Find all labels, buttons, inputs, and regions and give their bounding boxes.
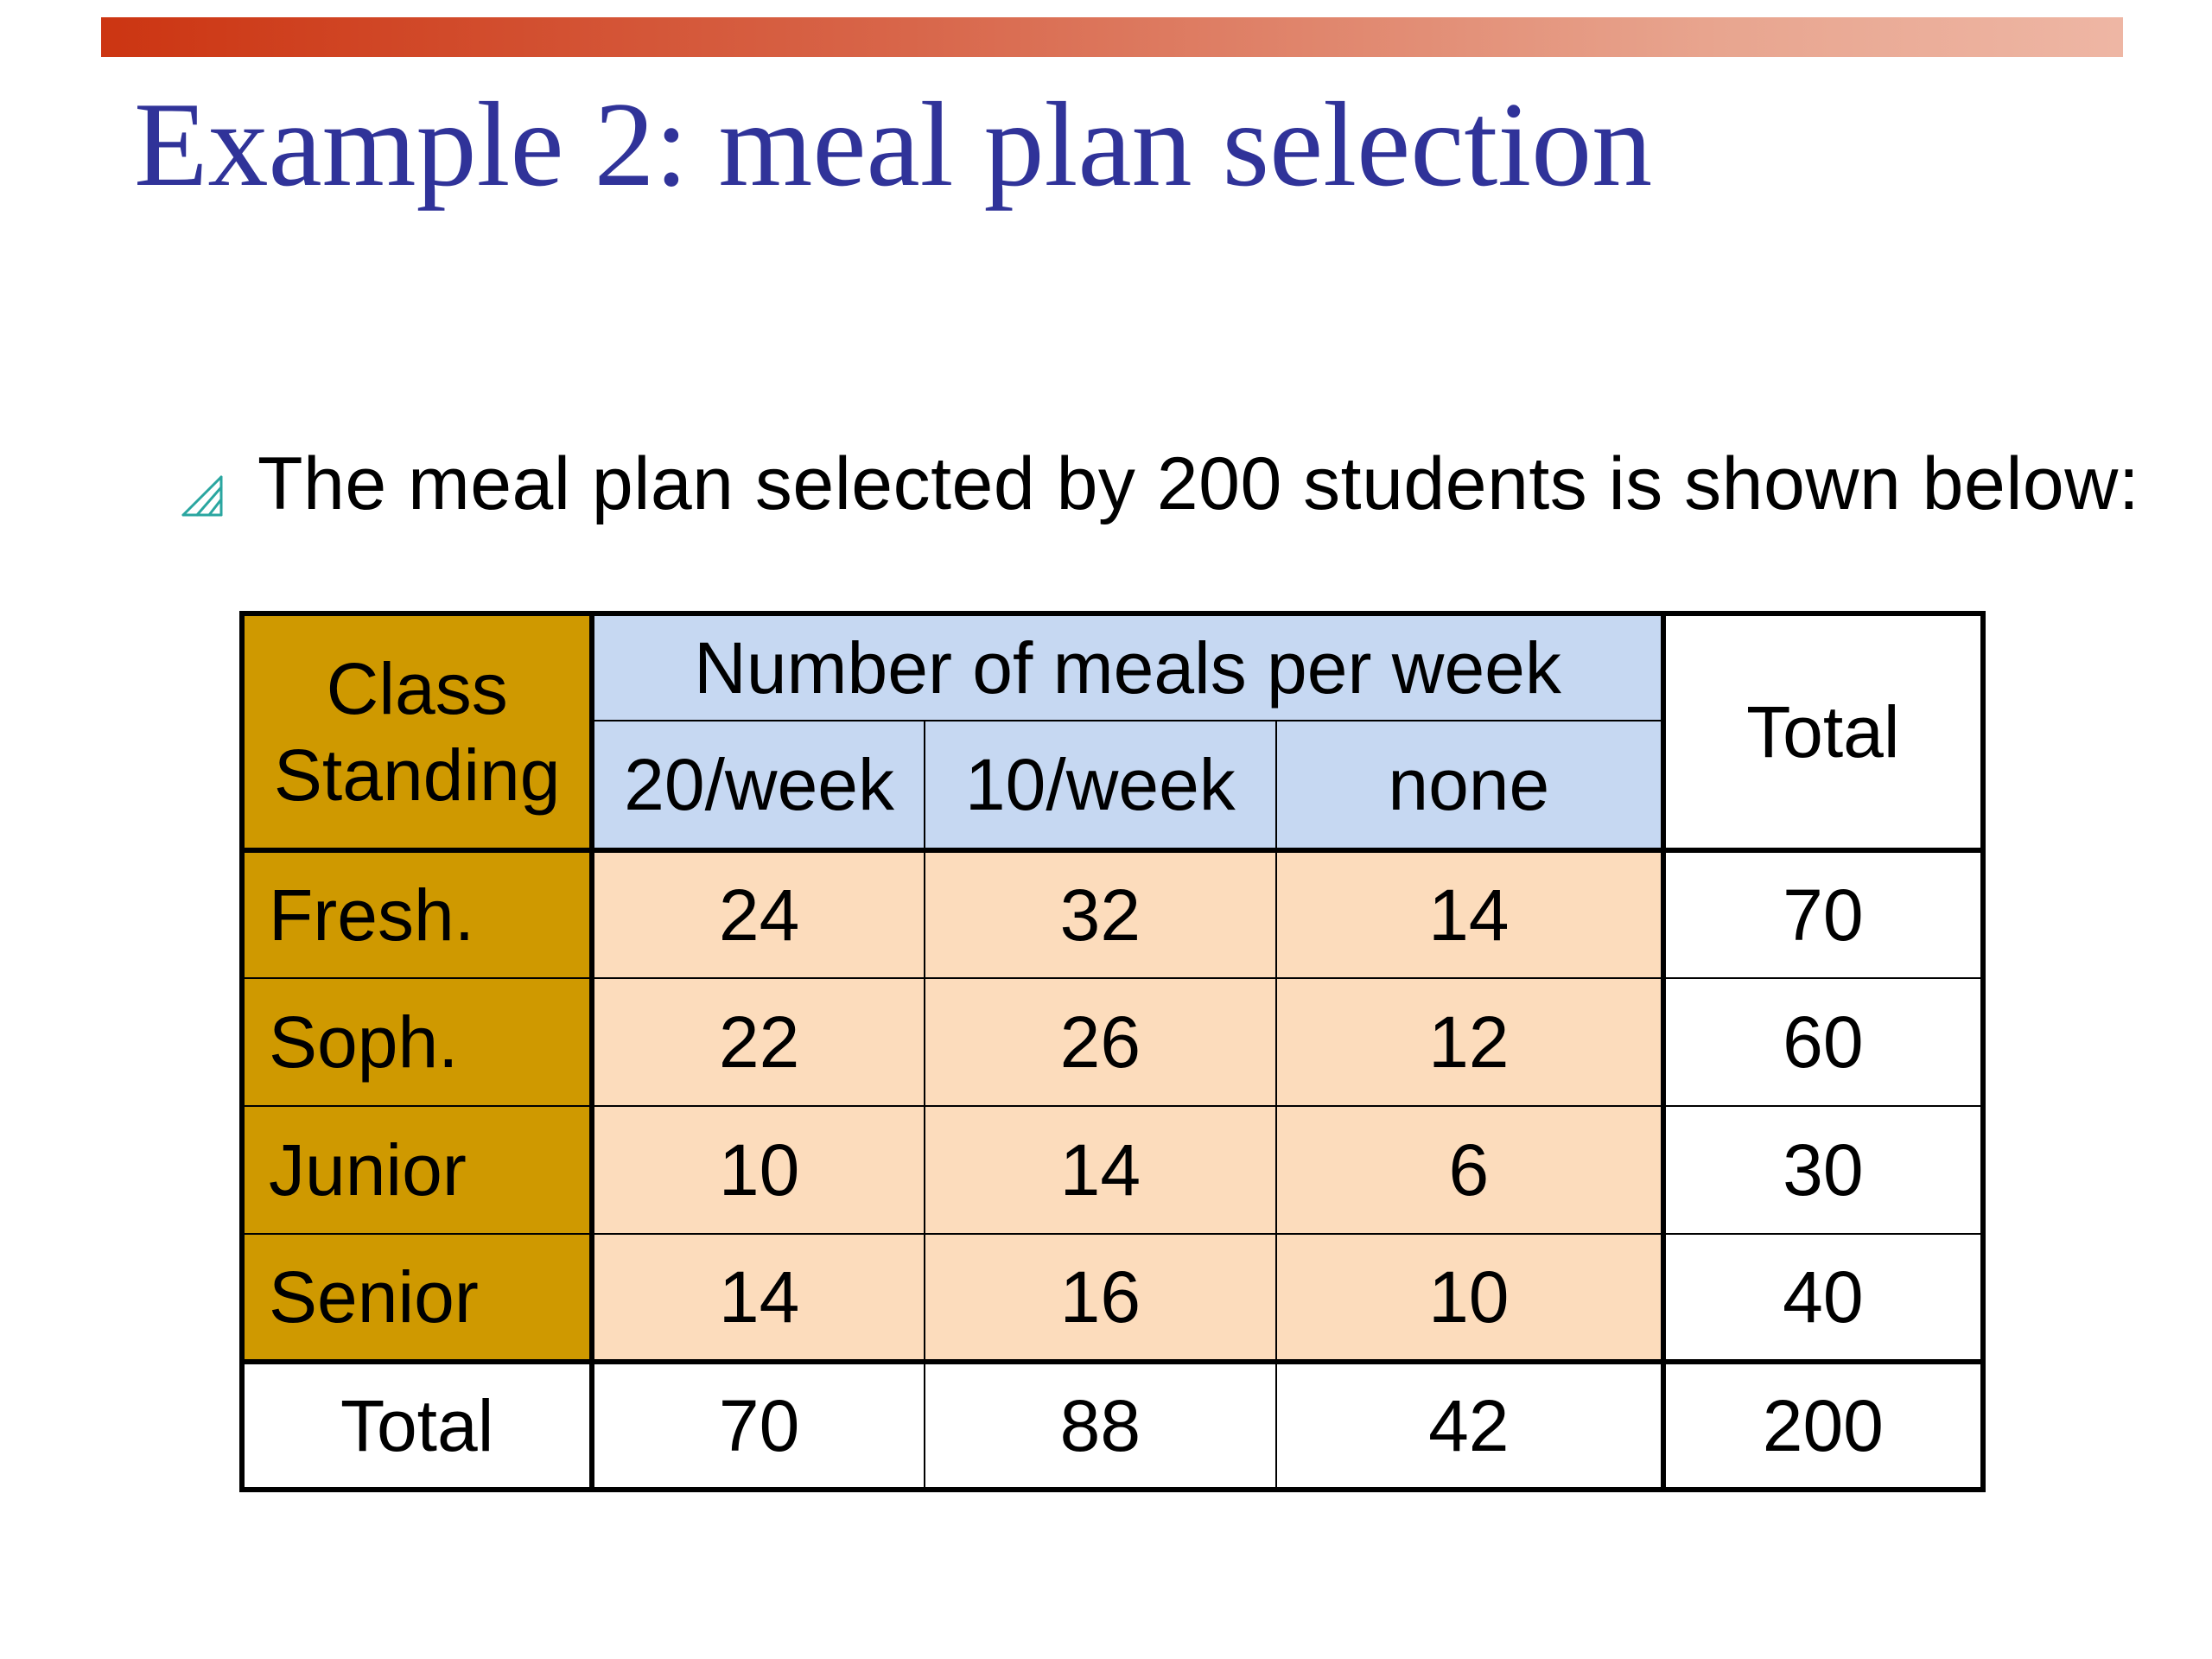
bullet-text: The meal plan selected by 200 students is shown below: bbox=[257, 442, 2140, 525]
row-label: Junior bbox=[242, 1106, 592, 1234]
meals-per-week-header: Number of meals per week bbox=[592, 613, 1662, 721]
table-row-junior bbox=[242, 1106, 1983, 1234]
row-total-cell: 40 bbox=[1663, 1234, 1983, 1362]
row-total-cell: 60 bbox=[1663, 978, 1983, 1106]
title-accent-bar bbox=[101, 17, 2123, 57]
table-header-row bbox=[242, 613, 1983, 721]
column-total-cell: 88 bbox=[925, 1362, 1276, 1490]
table-cell: 16 bbox=[925, 1234, 1276, 1362]
column-total-cell: 70 bbox=[592, 1362, 924, 1490]
row-total-cell: 30 bbox=[1663, 1106, 1983, 1234]
table-cell: 10 bbox=[592, 1106, 924, 1234]
row-label: Senior bbox=[242, 1234, 592, 1362]
table-row-soph bbox=[242, 978, 1983, 1106]
bullet-point bbox=[181, 441, 2139, 527]
table-cell: 10 bbox=[1276, 1234, 1663, 1362]
table-cell: 24 bbox=[592, 850, 924, 978]
column-total-cell: 42 bbox=[1276, 1362, 1663, 1490]
table-cell: 12 bbox=[1276, 978, 1663, 1106]
table-cell: 32 bbox=[925, 850, 1276, 978]
column-header-10-week: 10/week bbox=[925, 721, 1276, 850]
meal-plan-table bbox=[239, 611, 1986, 1492]
slide-title: Example 2: meal plan selection bbox=[134, 78, 1653, 212]
table-row-senior bbox=[242, 1234, 1983, 1362]
column-header-20-week: 20/week bbox=[592, 721, 924, 850]
hatched-triangle-bullet-icon bbox=[181, 475, 223, 517]
table-cell: 14 bbox=[1276, 850, 1663, 978]
grand-total-cell: 200 bbox=[1663, 1362, 1983, 1490]
totals-row-label: Total bbox=[242, 1362, 592, 1490]
class-standing-header: Class Standing bbox=[242, 613, 592, 850]
row-total-cell: 70 bbox=[1663, 850, 1983, 978]
table-cell: 22 bbox=[592, 978, 924, 1106]
total-column-header: Total bbox=[1663, 613, 1983, 850]
table-row-fresh bbox=[242, 850, 1983, 978]
table-cell: 6 bbox=[1276, 1106, 1663, 1234]
table-totals-row bbox=[242, 1362, 1983, 1490]
table-cell: 14 bbox=[592, 1234, 924, 1362]
row-label: Soph. bbox=[242, 978, 592, 1106]
row-label: Fresh. bbox=[242, 850, 592, 978]
table-cell: 26 bbox=[925, 978, 1276, 1106]
table-cell: 14 bbox=[925, 1106, 1276, 1234]
column-header-none: none bbox=[1276, 721, 1663, 850]
